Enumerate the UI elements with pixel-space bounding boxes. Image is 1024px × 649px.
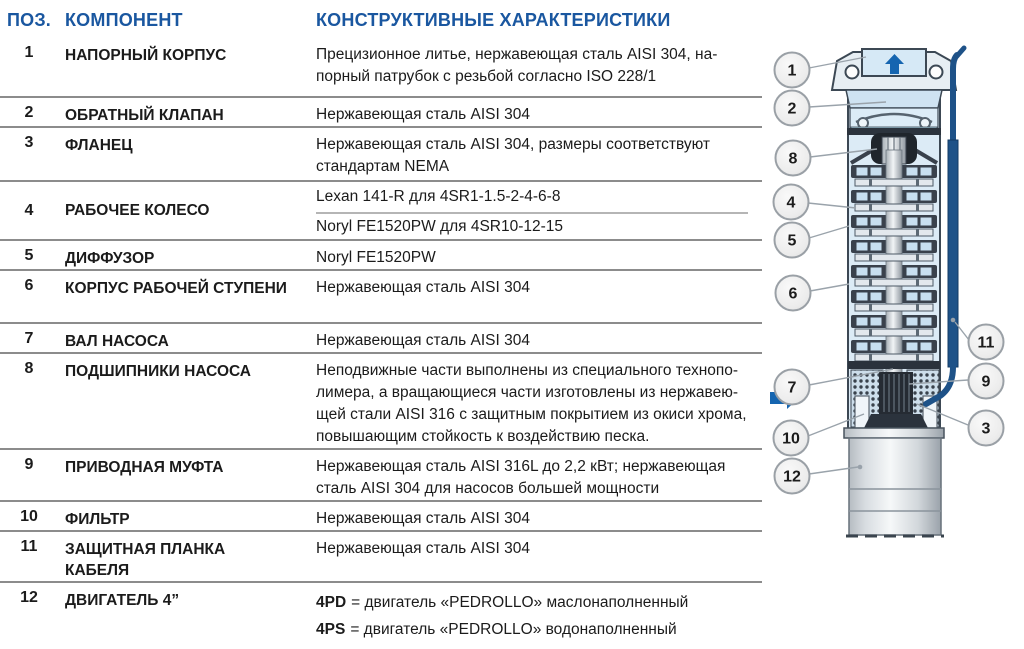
table-row bbox=[0, 269, 762, 322]
callout-1 bbox=[775, 53, 810, 88]
spec-block bbox=[316, 271, 748, 299]
callout-number: 2 bbox=[787, 100, 797, 118]
component-name: ФИЛЬТР bbox=[65, 511, 130, 528]
spec-block bbox=[316, 450, 748, 500]
callout-6 bbox=[776, 276, 811, 311]
characteristics-cell bbox=[298, 38, 762, 96]
spec-line: Неподвижные части выполнены из специального технопо- bbox=[316, 362, 739, 379]
characteristics-cell bbox=[298, 532, 762, 581]
component-name: ПОДШИПНИКИ НАСОСА bbox=[65, 363, 251, 380]
drive-coupling bbox=[879, 372, 913, 414]
spec-block bbox=[316, 182, 748, 212]
callout-number: 7 bbox=[787, 379, 797, 397]
row-number: 2 bbox=[24, 104, 34, 121]
row-number: 1 bbox=[24, 44, 34, 61]
row-number: 4 bbox=[24, 201, 34, 219]
callout-number: 10 bbox=[782, 430, 800, 448]
row-number: 8 bbox=[24, 360, 34, 377]
pump-cutaway-diagram bbox=[760, 0, 1024, 628]
component-name: КОРПУС РАБОЧЕЙ СТУПЕНИ bbox=[65, 280, 287, 297]
spec-line: Нержавеющая сталь AISI 316L до 2,2 кВт; нержавеющая bbox=[316, 458, 726, 475]
row-number: 10 bbox=[20, 508, 38, 525]
callout-number: 1 bbox=[787, 62, 797, 80]
spec-line: Нержавеющая сталь AISI 304, размеры соответствуют bbox=[316, 136, 711, 153]
callout-11 bbox=[969, 325, 1004, 360]
discharge-head bbox=[832, 49, 956, 108]
callout-7 bbox=[775, 370, 810, 405]
spec-line: Нержавеющая сталь AISI 304 bbox=[316, 332, 530, 349]
table-row bbox=[0, 96, 762, 126]
spec-block bbox=[316, 128, 748, 178]
component-name: ДВИГАТЕЛЬ 4” bbox=[65, 592, 180, 609]
table-row bbox=[0, 352, 762, 448]
spec-block bbox=[316, 324, 748, 352]
callout-8 bbox=[776, 141, 811, 176]
spec-line: лимера, а вращающиеся части изготовлены из нержавею- bbox=[316, 384, 739, 401]
spec-line: Lexan 141-R для 4SR1-1.5-2-4-6-8 bbox=[316, 188, 561, 205]
callout-10 bbox=[774, 421, 809, 456]
callout-3 bbox=[969, 411, 1004, 446]
spec-line: Нержавеющая сталь AISI 304 bbox=[316, 106, 530, 123]
callout-number: 12 bbox=[783, 468, 801, 486]
callout-number: 5 bbox=[787, 232, 797, 250]
characteristics-cell bbox=[298, 98, 762, 126]
spec-entry bbox=[316, 616, 748, 643]
motor-type-description: = двигатель «PEDROLLO» водонаполненный bbox=[350, 621, 677, 638]
col-header-characteristics: КОНСТРУКТИВНЫЕ ХАРАКТЕРИСТИКИ bbox=[316, 10, 671, 30]
motor-type-code: 4PS bbox=[316, 621, 346, 638]
characteristics-cell bbox=[298, 502, 762, 530]
table-row bbox=[0, 581, 762, 649]
table-row bbox=[0, 126, 762, 180]
table-row bbox=[0, 322, 762, 352]
spec-line: Noryl FE1520PW для 4SR10-12-15 bbox=[316, 217, 564, 235]
row-number: 9 bbox=[24, 456, 34, 473]
spec-block bbox=[316, 354, 748, 448]
table-body bbox=[0, 38, 762, 649]
pump-svg bbox=[760, 0, 1024, 628]
spec-block bbox=[316, 98, 748, 126]
spec-block bbox=[316, 241, 748, 269]
row-number: 6 bbox=[24, 277, 34, 294]
table-row bbox=[0, 530, 762, 581]
spec-line: Нержавеющая сталь AISI 304 bbox=[316, 510, 530, 527]
spec-block bbox=[316, 532, 748, 560]
callout-number: 11 bbox=[977, 334, 995, 352]
characteristics-cell bbox=[298, 128, 762, 180]
col-header-component: КОМПОНЕНТ bbox=[65, 10, 183, 30]
characteristics-cell bbox=[298, 271, 762, 322]
leader-dot bbox=[951, 318, 956, 323]
callout-number: 9 bbox=[981, 373, 991, 391]
component-name: РАБОЧЕЕ КОЛЕСО bbox=[65, 202, 210, 219]
callout-2 bbox=[775, 91, 810, 126]
callout-9 bbox=[969, 364, 1004, 399]
callout-number: 4 bbox=[786, 194, 796, 212]
callout-5 bbox=[775, 223, 810, 258]
callout-12 bbox=[775, 459, 810, 494]
component-name: ПРИВОДНАЯ МУФТА bbox=[65, 459, 224, 476]
col-header-pos: ПОЗ. bbox=[6, 10, 52, 30]
spec-line: щей стали AISI 316 с защитным покрытием из окиси хрома, bbox=[316, 406, 747, 423]
motor-type-description: = двигатель «PEDROLLO» маслонаполненный bbox=[351, 594, 689, 611]
spec-line: Noryl FE1520PW bbox=[316, 249, 436, 266]
row-number: 3 bbox=[24, 134, 34, 151]
motor-type-code: 4PD bbox=[316, 594, 347, 611]
motor bbox=[844, 428, 944, 536]
component-name: НАПОРНЫЙ КОРПУС bbox=[65, 47, 227, 64]
spec-line: сталь AISI 304 для насосов большей мощности bbox=[316, 480, 660, 497]
table-row bbox=[0, 239, 762, 269]
callout-4 bbox=[774, 185, 809, 220]
characteristics-cell bbox=[298, 241, 762, 269]
row-number: 7 bbox=[24, 330, 34, 347]
table-header bbox=[0, 0, 762, 38]
spec-line: Нержавеющая сталь AISI 304 bbox=[316, 540, 530, 557]
callout-number: 3 bbox=[981, 420, 991, 438]
characteristics-cell bbox=[298, 450, 762, 500]
cable-guard bbox=[948, 140, 958, 367]
spec-line: порный патрубок с резьбой согласно ISO 228/1 bbox=[316, 68, 657, 85]
callout-number: 8 bbox=[788, 150, 798, 168]
spec-line: Нержавеющая сталь AISI 304 bbox=[316, 279, 530, 296]
row-number: 12 bbox=[20, 589, 38, 606]
table-row bbox=[0, 448, 762, 500]
spec-block bbox=[316, 502, 748, 530]
callout-number: 6 bbox=[788, 285, 798, 303]
characteristics-cell bbox=[298, 324, 762, 352]
spec-block bbox=[316, 583, 748, 643]
component-name: ДИФФУЗОР bbox=[65, 250, 155, 267]
spec-line: Прецизионное литье, нержавеющая сталь AISI 304, на- bbox=[316, 46, 718, 63]
spec-line: повышающим стойкость к воздействию песка. bbox=[316, 428, 650, 445]
table-row bbox=[0, 38, 762, 96]
characteristics-cell bbox=[298, 354, 762, 448]
table-row bbox=[0, 180, 762, 239]
spec-block bbox=[316, 38, 748, 88]
row-number: 5 bbox=[24, 247, 34, 264]
row-number: 11 bbox=[20, 538, 38, 555]
spec-line: стандартам NEMA bbox=[316, 158, 450, 175]
component-name: ЗАЩИТНАЯ ПЛАНКА КАБЕЛЯ bbox=[65, 541, 226, 579]
characteristics-cell bbox=[298, 182, 762, 239]
spec-entry bbox=[316, 589, 748, 616]
component-name: ВАЛ НАСОСА bbox=[65, 333, 169, 350]
spec-block bbox=[316, 212, 748, 239]
characteristics-cell bbox=[298, 583, 762, 649]
leader-dot bbox=[858, 465, 863, 470]
table-row bbox=[0, 500, 762, 530]
component-name: ОБРАТНЫЙ КЛАПАН bbox=[65, 107, 224, 124]
component-name: ФЛАНЕЦ bbox=[65, 137, 133, 154]
